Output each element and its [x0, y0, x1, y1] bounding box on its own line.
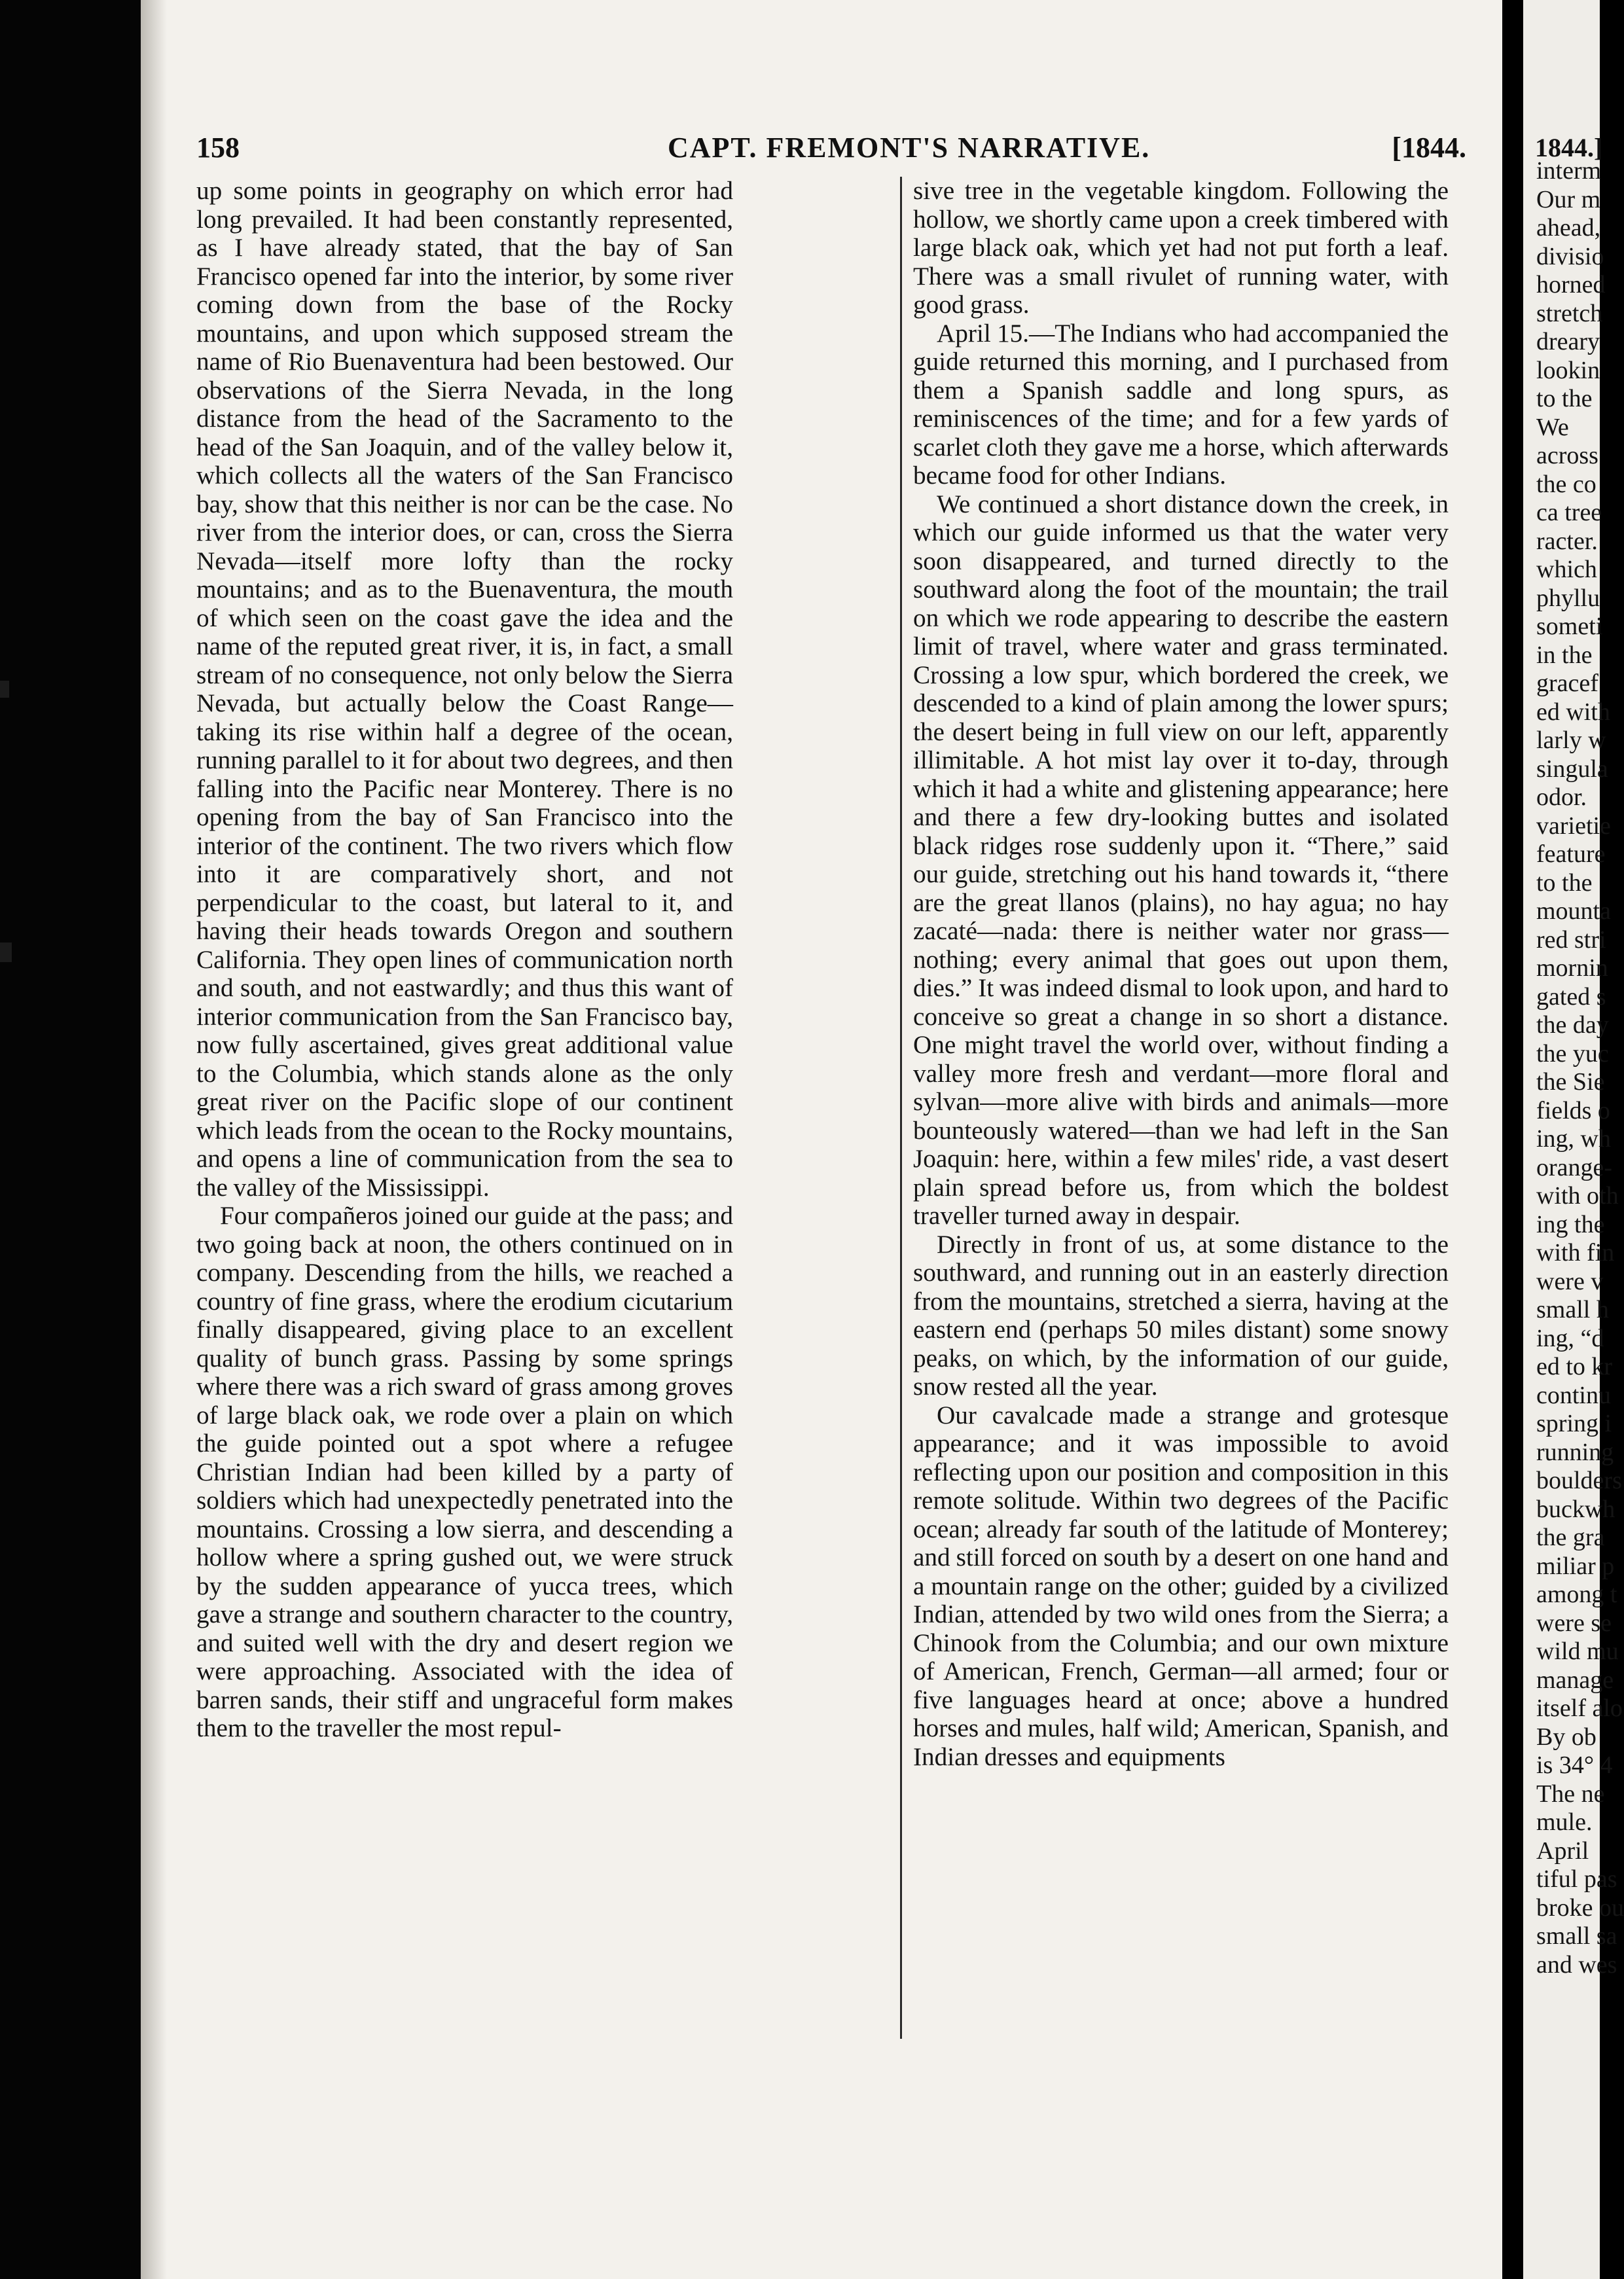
fragment-line: ed with — [1536, 698, 1610, 726]
fragment-line: racter. — [1536, 527, 1598, 555]
right-column — [913, 177, 1449, 1771]
paragraph: April 15.—The Indians who had accompanied the guide returned this morning, and I purchased from them a Spanish saddle and long spurs, as reminiscences of the time; and for a few yards of scarlet cloth they gave me a horse, which afterwards became food for other Indians. — [913, 319, 1449, 490]
fragment-line: to the — [1536, 385, 1593, 412]
fragment-line: someti — [1536, 613, 1603, 640]
fragment-line: with oth — [1536, 1182, 1619, 1210]
fragment-line: miliar p — [1536, 1552, 1615, 1580]
fragment-line: running — [1536, 1438, 1614, 1466]
paragraph: Directly in front of us, at some distance to the southward, and running out in an easterly direction from the mountains, stretched a sierra, having at the eastern end (perhaps 50 miles distant) some snowy peaks, on which, by the information of our guide, snow rested all the year. — [913, 1230, 1449, 1401]
paragraph: Our cavalcade made a strange and grotesque appearance; and it was impossible to avoid reflecting upon our position and composition in this remote solitude. Within two degrees of the Pacific ocean; already far south of the latitude of Monterey; and still forced on south by a desert on one hand and a mountain range on the other; guided by a civilized Indian, attended by two wild ones from the Sierra; a Chinook from the Columbia; and our own mixture of American, French, German—all armed; four or five languages heard at once; above a hundred horses and mules, half wild; American, Spanish, and Indian dresses and equipments — [913, 1401, 1449, 1771]
fragment-line: divisio — [1536, 242, 1604, 270]
scan-speck — [0, 942, 12, 962]
scan-border-left — [0, 0, 141, 2279]
paragraph: We continued a short distance down the creek, in which our guide informed us that the water very soon disappeared, and turned directly to the southward along the foot of the mountain; the trail on which we rode appearing to describe the eastern limit of travel, where water and grass terminated. Crossing a low spur, which bordered the creek, we descended to a kind of plain among the lower spurs; the desert being in full view on our left, apparently illimitable. A hot mist lay over it to-day, through which it had a white and glistening appearance; here and there a few dry-looking buttes and isolated black ridges rose suddenly upon it. “There,” said our guide, stretching out his hand towards it, “there are the great llanos (plains), no hay agua; no hay zacaté—nada: there is neither water nor grass—nothing; every animal that goes out upon them, dies.” It was indeed dismal to look upon, and hard to conceive so great a change in so short a distance. One might travel the world over, without finding a valley more fresh and verdant—more floral and sylvan—more alive with birds and animals—more bounteously watered—than we had left in the San Joaquin: here, within a few miles' ride, a vast desert plain spread before us, from which the boldest traveller turned away in despair. — [913, 490, 1449, 1230]
fragment-line: broke ou — [1536, 1893, 1624, 1922]
fragment-line: continu — [1536, 1381, 1611, 1409]
fragment-line: We — [1536, 413, 1569, 441]
fragment-line: mounta — [1536, 897, 1611, 925]
fragment-line: the co — [1536, 470, 1597, 498]
fragment-line: ed to kr — [1536, 1353, 1613, 1380]
fragment-line: dreary — [1536, 328, 1600, 355]
scan-speck — [0, 681, 9, 698]
fragment-line: itself alo — [1536, 1695, 1623, 1722]
fragment-line: mule. — [1536, 1808, 1593, 1836]
fragment-line: ing the — [1536, 1210, 1605, 1238]
fragment-line: across — [1536, 442, 1598, 469]
fragment-line: The ne — [1536, 1780, 1605, 1808]
fragment-line: lookin — [1536, 356, 1600, 384]
fragment-line: larly w — [1536, 727, 1606, 754]
fragment-line: the day — [1536, 1011, 1609, 1039]
fragment-line: odor. — [1536, 783, 1587, 811]
column-rule — [900, 177, 902, 2039]
paragraph: sive tree in the vegetable kingdom. Following the hollow, we shortly came upon a creek timbered with large black oak, which yet had not put forth a leaf. There was a small rivulet of running water, with good grass. — [913, 177, 1449, 319]
running-title: CAPT. FREMONT'S NARRATIVE. — [668, 132, 1151, 164]
left-column — [196, 177, 733, 1743]
fragment-line: interm — [1536, 157, 1602, 185]
fragment-line: By ob — [1536, 1723, 1597, 1751]
fragment-line: ing, wh — [1536, 1125, 1611, 1153]
adjacent-page-head: 1844.] — [1535, 133, 1603, 162]
fragment-line: singula — [1536, 755, 1608, 783]
fragment-line: ca tree — [1536, 499, 1602, 526]
fragment-line: varietie — [1536, 812, 1611, 840]
fragment-line: the gra — [1536, 1524, 1605, 1551]
fragment-line: small h — [1536, 1296, 1609, 1323]
fragment-line: April — [1536, 1837, 1589, 1865]
fragment-line: mornin — [1536, 954, 1608, 982]
fragment-line: in the — [1536, 641, 1593, 669]
fragment-line: wild mu — [1536, 1638, 1619, 1665]
fragment-line: Our m — [1536, 185, 1601, 213]
paragraph: up some points in geography on which error had long prevailed. It had been constantly represented, as I have already stated, that the bay of San Francisco opened far into the interior, by some river coming down from the base of the Rocky mountains, and upon which supposed stream the name of Rio Buenaventura had been bestowed. Our observations of the Sierra Nevada, in the long distance from the head of the Sacramento to the head of the San Joaquin, and of the valley below it, which collects all the waters of the San Francisco bay, show that this neither is nor can be the case. No river from the interior does, or can, cross the Sierra Nevada—itself more lofty than the rocky mountains; and as to the Buenaventura, the mouth of which seen on the coast gave the idea and the name of the reputed great river, it is, in fact, a small stream of no consequence, not only below the Sierra Nevada, but actually below the Coast Range—taking its rise within half a degree of the ocean, running parallel to it for about two degrees, and then falling into the Pacific near Monterey. There is no opening from the bay of San Francisco into the interior of the continent. The two rivers which flow into it are comparatively short, and not perpendicular to the coast, but lateral to it, and having their heads towards Oregon and southern California. They open lines of communication north and south, and not eastwardly; and thus this want of interior communication from the San Francisco bay, now fully ascertained, gives great additional value to the Columbia, which stands alone as the only great river on the Pacific slope of our continent which leads from the ocean to the Rocky mountains, and opens a line of communication from the sea to the valley of the Mississippi. — [196, 177, 733, 1202]
fragment-line: gated s — [1536, 982, 1606, 1011]
fragment-line: and wes — [1536, 1950, 1617, 1979]
fragment-line: among t — [1536, 1581, 1617, 1608]
fragment-line: spring i — [1536, 1410, 1612, 1437]
page-binding-shadow — [141, 0, 167, 2279]
fragment-line: the Sie — [1536, 1068, 1605, 1096]
fragment-line: were v — [1536, 1267, 1604, 1295]
fragment-line: buckwh — [1536, 1495, 1615, 1523]
fragment-line: tiful pas — [1536, 1865, 1617, 1893]
fragment-line: phyllu — [1536, 584, 1600, 612]
fragment-line: small sa — [1536, 1922, 1617, 1950]
fragment-line: horned — [1536, 271, 1606, 298]
fragment-line: gracef — [1536, 670, 1598, 697]
paragraph: Four compañeros joined our guide at the pass; and two going back at noon, the others continued on in company. Descending from the hills, we reached a country of fine grass, where the erodium cicutarium finally disappeared, giving place to an excellent quality of bunch grass. Passing by some springs where there was a rich sward of grass among groves of large black oak, we rode over a plain on which the guide pointed out a spot where a refugee Christian Indian had been killed by a party of soldiers which had unexpectedly penetrated into the mountains. Crossing a low sierra, and descending a hollow where a spring gushed out, we were struck by the sudden appearance of yucca trees, which gave a strange and southern character to the country, and suited well with the dry and desert region we were approaching. Associated with the idea of barren sands, their stiff and ungraceful form makes them to the traveller the most repul- — [196, 1202, 733, 1742]
page-number: 158 — [196, 132, 240, 164]
fragment-line: red stri — [1536, 925, 1606, 954]
fragment-line: to the — [1536, 869, 1593, 897]
adjacent-page-lines — [1536, 157, 1624, 1979]
adjacent-page-fragment — [1523, 0, 1624, 2279]
fragment-line: ahead, — [1536, 214, 1601, 242]
fragment-line: with fin — [1536, 1239, 1615, 1266]
fragment-line: ing, “d — [1536, 1324, 1604, 1352]
fragment-line: stretch — [1536, 299, 1603, 327]
page-gutter — [1502, 0, 1523, 2279]
fragment-line: orange- — [1536, 1153, 1613, 1181]
fragment-line: were se — [1536, 1609, 1612, 1637]
fragment-line: the yuc — [1536, 1039, 1609, 1068]
fragment-line: boulders — [1536, 1467, 1622, 1494]
fragment-line: manage — [1536, 1666, 1614, 1694]
fragment-line: feature — [1536, 840, 1606, 868]
fragment-line: fields o — [1536, 1096, 1610, 1124]
running-year: [1844. — [1392, 132, 1466, 164]
running-head — [196, 131, 1466, 170]
fragment-line: is 34° 4 — [1536, 1751, 1613, 1779]
fragment-line: which — [1536, 556, 1597, 583]
